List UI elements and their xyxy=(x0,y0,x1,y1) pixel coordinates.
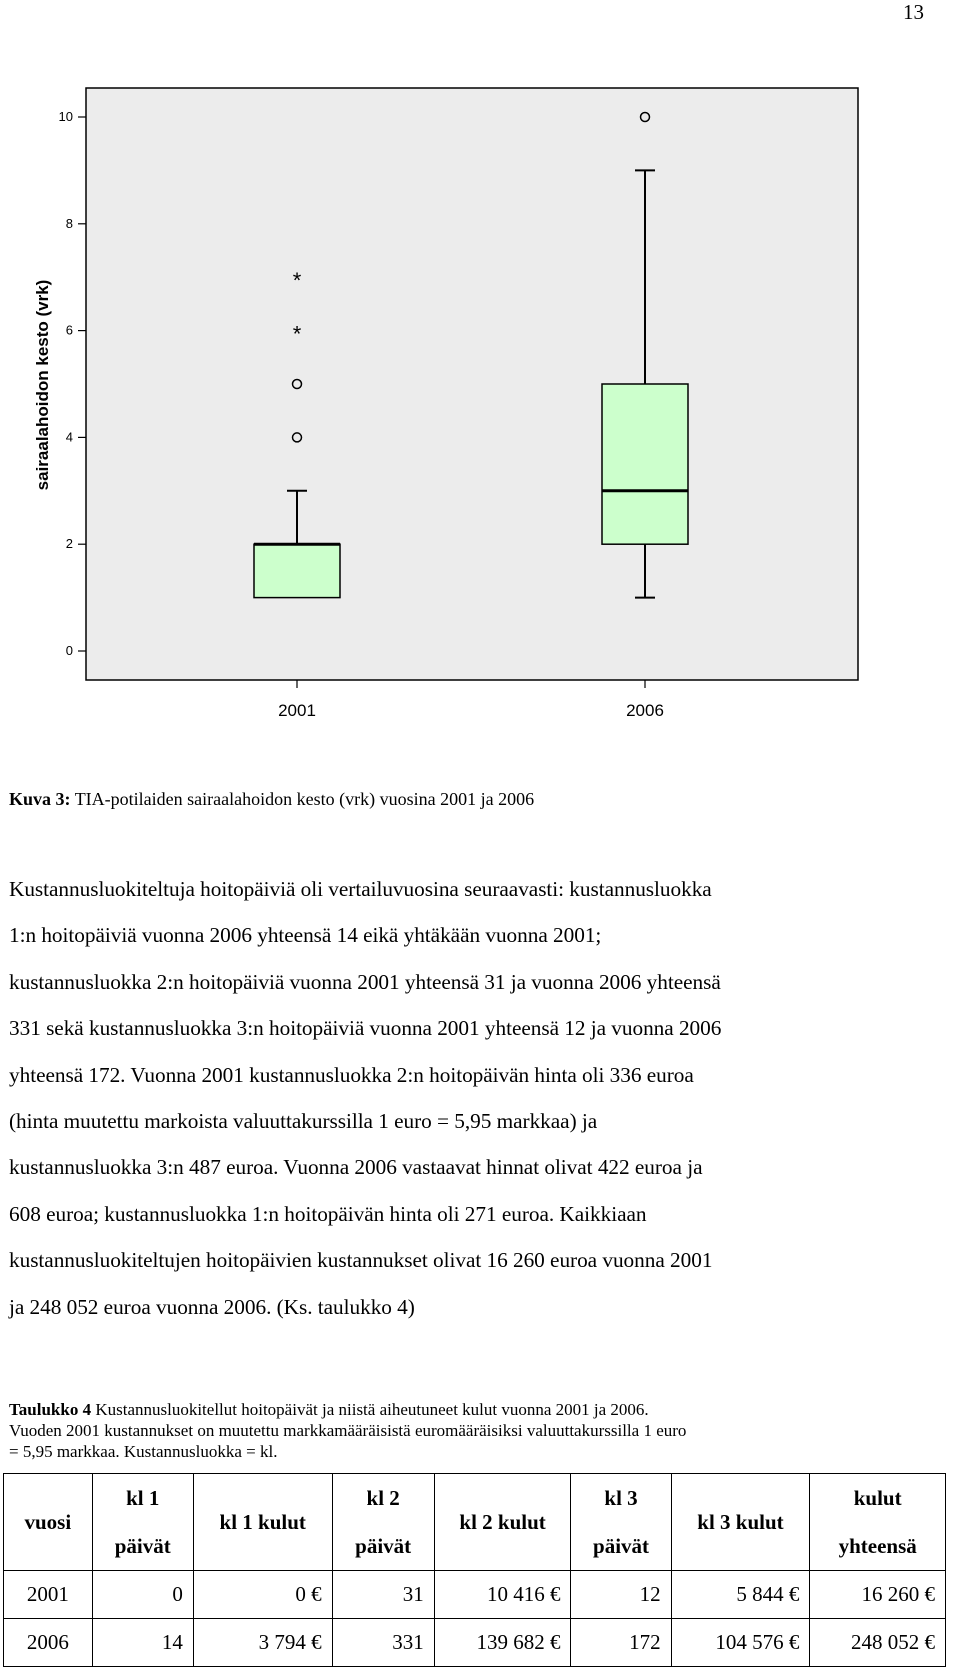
table-caption-line: Vuoden 2001 kustannukset on muutettu markkamääräisistä euromääräisiksi valuuttakurssilla 1 euro xyxy=(9,1421,687,1440)
table-cell: 5 844 € xyxy=(671,1571,810,1619)
table-cell: 104 576 € xyxy=(671,1619,810,1667)
header-kl1-paivat: kl 1 päivät xyxy=(92,1474,193,1571)
table-cell: 139 682 € xyxy=(434,1619,571,1667)
table-cell: 12 xyxy=(571,1571,671,1619)
extreme-point: * xyxy=(292,321,302,347)
x-tick-label: 2006 xyxy=(626,701,664,720)
figure-caption xyxy=(9,787,939,811)
table-cell: 331 xyxy=(332,1619,434,1667)
body-line: Kustannusluokiteltuja hoitopäiviä oli vertailuvuosina seuraavasti: kustannusluokka xyxy=(9,877,712,901)
y-tick-label: 10 xyxy=(58,109,73,124)
boxplot-chart xyxy=(0,0,960,760)
y-tick-label: 6 xyxy=(65,322,73,338)
x-tick-label: 2001 xyxy=(278,701,316,720)
header-kl3-kulut: kl 3 kulut xyxy=(671,1474,810,1571)
table-row xyxy=(4,1619,946,1667)
table-row xyxy=(4,1571,946,1619)
body-line: 608 euroa; kustannusluokka 1:n hoitopäivän hinta oli 271 euroa. Kaikkiaan xyxy=(9,1201,647,1226)
y-tick-label: 0 xyxy=(65,643,73,658)
table-cell: 16 260 € xyxy=(810,1571,946,1619)
table-header-row xyxy=(4,1474,946,1571)
header-kulut-yhteensa: kulut yhteensä xyxy=(810,1474,946,1571)
body-line: kustannusluokka 3:n 487 euroa. Vuonna 2006 vastaavat hinnat olivat 422 euroa ja xyxy=(9,1155,703,1180)
header-vuosi: vuosi xyxy=(4,1474,93,1571)
table-cell: 248 052 € xyxy=(810,1619,946,1667)
plot-area xyxy=(86,88,858,680)
table-caption-label: Taulukko 4 xyxy=(9,1400,92,1419)
box xyxy=(254,544,340,597)
figure-caption-text: TIA-potilaiden sairaalahoidon kesto (vrk) vuosina 2001 ja 2006 xyxy=(70,789,535,809)
y-tick-label: 2 xyxy=(65,536,73,552)
table-cell: 10 416 € xyxy=(434,1571,571,1619)
header-kl2-kulut: kl 2 kulut xyxy=(434,1474,571,1571)
body-line: kustannusluokka 2:n hoitopäiviä vuonna 2001 yhteensä 31 ja vuonna 2006 yhteensä xyxy=(9,969,721,994)
table-cell: 2006 xyxy=(4,1619,93,1667)
y-tick-label: 8 xyxy=(65,215,73,231)
body-line: (hinta muutettu markoista valuuttakurssilla 1 euro = 5,95 markkaa) ja xyxy=(9,1109,598,1134)
y-axis-label: sairaalahoidon kesto (vrk) xyxy=(33,279,52,491)
figure-caption-label: Kuva 3: xyxy=(9,789,71,809)
body-paragraph xyxy=(9,866,944,1330)
body-line: kustannusluokiteltujen hoitopäivien kustannukset olivat 16 260 euroa vuonna 2001 xyxy=(9,1248,713,1273)
table-cell: 2001 xyxy=(4,1571,93,1619)
table-cell: 0 € xyxy=(193,1571,332,1619)
header-kl3-paivat: kl 3 päivät xyxy=(571,1474,671,1571)
table-caption-line: Kustannusluokitellut hoitopäivät ja niistä aiheutuneet kulut vuonna 2001 ja 2006. xyxy=(91,1400,649,1419)
table-cell: 172 xyxy=(571,1619,671,1667)
extreme-point: * xyxy=(292,268,302,294)
body-line: 331 sekä kustannusluokka 3:n hoitopäiviä vuonna 2001 yhteensä 12 ja vuonna 2006 xyxy=(9,1016,722,1041)
body-line: 1:n hoitopäiviä vuonna 2006 yhteensä 14 eikä yhtäkään vuonna 2001; xyxy=(9,923,602,948)
page-number: 13 xyxy=(903,0,924,24)
body-line: yhteensä 172. Vuonna 2001 kustannusluokka 2:n hoitopäivän hinta oli 336 euroa xyxy=(9,1062,694,1087)
body-line: ja 248 052 euroa vuonna 2006. (Ks. taulukko 4) xyxy=(9,1294,415,1319)
box xyxy=(602,384,688,544)
y-tick-label: 4 xyxy=(65,429,73,445)
header-kl1-kulut: kl 1 kulut xyxy=(193,1474,332,1571)
header-kl2-paivat: kl 2 päivät xyxy=(332,1474,434,1571)
table-cell: 0 xyxy=(92,1571,193,1619)
table-caption-line: = 5,95 markkaa. Kustannusluokka = kl. xyxy=(9,1442,278,1461)
table-caption xyxy=(9,1399,939,1462)
cost-table xyxy=(3,1473,946,1667)
table-cell: 31 xyxy=(332,1571,434,1619)
table-cell: 3 794 € xyxy=(193,1619,332,1667)
table-cell: 14 xyxy=(92,1619,193,1667)
